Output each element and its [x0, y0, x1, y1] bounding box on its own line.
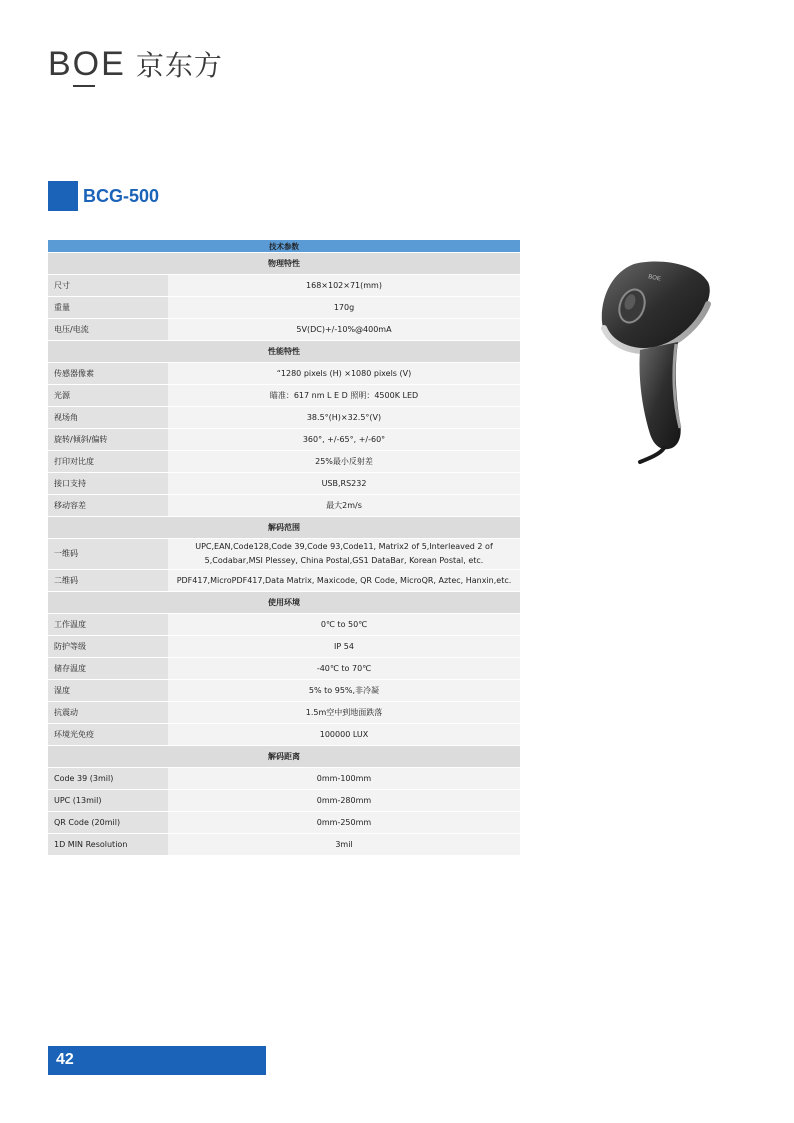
section-title: 性能特性: [48, 341, 520, 363]
row-label: Code 39 (3mil): [48, 768, 168, 790]
section-row: [48, 341, 520, 363]
table-row: [48, 812, 520, 834]
table-row: [48, 429, 520, 451]
row-value: 3mil: [168, 834, 520, 856]
row-value: 170g: [168, 297, 520, 319]
model-title-marker: [48, 181, 78, 211]
table-row: [48, 570, 520, 592]
table-row: [48, 702, 520, 724]
table-row: [48, 297, 520, 319]
row-value: 5% to 95%,非冷凝: [168, 680, 520, 702]
brand-logo-chinese: 京东方: [135, 49, 223, 82]
page-number-bar: [48, 1046, 266, 1075]
brand-logo-latin-text: BOE: [48, 45, 126, 83]
row-value: 25%最小反射差: [168, 451, 520, 473]
table-row: [48, 319, 520, 341]
table-row: [48, 834, 520, 856]
row-value: 0mm-280mm: [168, 790, 520, 812]
row-label: 一维码: [48, 539, 168, 570]
row-label: 视场角: [48, 407, 168, 429]
row-label: 1D MIN Resolution: [48, 834, 168, 856]
page-number: 42: [56, 1051, 74, 1068]
row-label: 储存温度: [48, 658, 168, 680]
row-value: IP 54: [168, 636, 520, 658]
section-row: [48, 592, 520, 614]
table-row: [48, 636, 520, 658]
row-value: 100000 LUX: [168, 724, 520, 746]
scanner-logo: BOE: [647, 274, 662, 283]
spec-table-header-row: [48, 240, 520, 253]
brand-logo-o-bar: [73, 85, 95, 87]
table-row: [48, 614, 520, 636]
row-label: 防护等级: [48, 636, 168, 658]
row-value: “1280 pixels (H) ×1080 pixels (V): [168, 363, 520, 385]
row-value: 瞄准：617 nm L E D 照明：4500K LED: [168, 385, 520, 407]
row-label: 工作温度: [48, 614, 168, 636]
table-row: [48, 473, 520, 495]
table-row: [48, 680, 520, 702]
row-label: 打印对比度: [48, 451, 168, 473]
section-row: [48, 517, 520, 539]
row-value: -40℃ to 70℃: [168, 658, 520, 680]
row-value: 168×102×71(mm): [168, 275, 520, 297]
scanner-cable: [640, 448, 664, 462]
row-label: 光源: [48, 385, 168, 407]
table-row: [48, 451, 520, 473]
section-title: 解码距离: [48, 746, 520, 768]
section-row: [48, 746, 520, 768]
row-value: 38.5°(H)×32.5°(V): [168, 407, 520, 429]
table-row: [48, 790, 520, 812]
section-title: 解码范围: [48, 517, 520, 539]
table-row: [48, 385, 520, 407]
spec-table: [48, 240, 520, 856]
table-row: [48, 275, 520, 297]
row-value: [168, 539, 520, 570]
table-row: [48, 539, 520, 570]
section-row: [48, 253, 520, 275]
model-title: BCG-500: [83, 186, 160, 206]
row-label: 移动容差: [48, 495, 168, 517]
row-label: 旋转/倾斜/偏转: [48, 429, 168, 451]
row-value: 5V(DC)+/-10%@400mA: [168, 319, 520, 341]
table-row: [48, 363, 520, 385]
row-value: 0mm-250mm: [168, 812, 520, 834]
row-value: 0℃ to 50℃: [168, 614, 520, 636]
table-row: [48, 495, 520, 517]
row-label: 传感器像素: [48, 363, 168, 385]
row-label: 抗震动: [48, 702, 168, 724]
row-label: 电压/电流: [48, 319, 168, 341]
row-label: 尺寸: [48, 275, 168, 297]
row-label: 接口支持: [48, 473, 168, 495]
brand-logo: [48, 44, 223, 84]
row-value: 0mm-100mm: [168, 768, 520, 790]
brand-logo-latin: [48, 45, 126, 83]
spec-table-header: 技术参数: [48, 240, 520, 253]
row-value-line: UPC,EAN,Code128,Code 39,Code 93,Code11, Matrix2 of 5,Interleaved 2 of: [195, 542, 493, 551]
barcode-scanner-image: [596, 258, 714, 466]
row-value: 最大2m/s: [168, 495, 520, 517]
row-value: PDF417,MicroPDF417,Data Matrix, Maxicode, QR Code, MicroQR, Aztec, Hanxin,etc.: [168, 570, 520, 592]
row-value: 1.5m空中到地面跌落: [168, 702, 520, 724]
row-label: 重量: [48, 297, 168, 319]
row-value-line: 5,Codabar,MSI Plessey, China Postal,GS1 DataBar, Korean Postal, etc.: [204, 556, 484, 565]
section-title: 使用环境: [48, 592, 520, 614]
row-label: UPC (13mil): [48, 790, 168, 812]
table-row: [48, 768, 520, 790]
row-value: 360°, +/-65°, +/-60°: [168, 429, 520, 451]
row-label: QR Code (20mil): [48, 812, 168, 834]
table-row: [48, 658, 520, 680]
row-value: USB,RS232: [168, 473, 520, 495]
section-title: 物理特性: [48, 253, 520, 275]
table-row: [48, 724, 520, 746]
row-label: 环境光免疫: [48, 724, 168, 746]
row-label: 湿度: [48, 680, 168, 702]
table-row: [48, 407, 520, 429]
row-label: 二维码: [48, 570, 168, 592]
